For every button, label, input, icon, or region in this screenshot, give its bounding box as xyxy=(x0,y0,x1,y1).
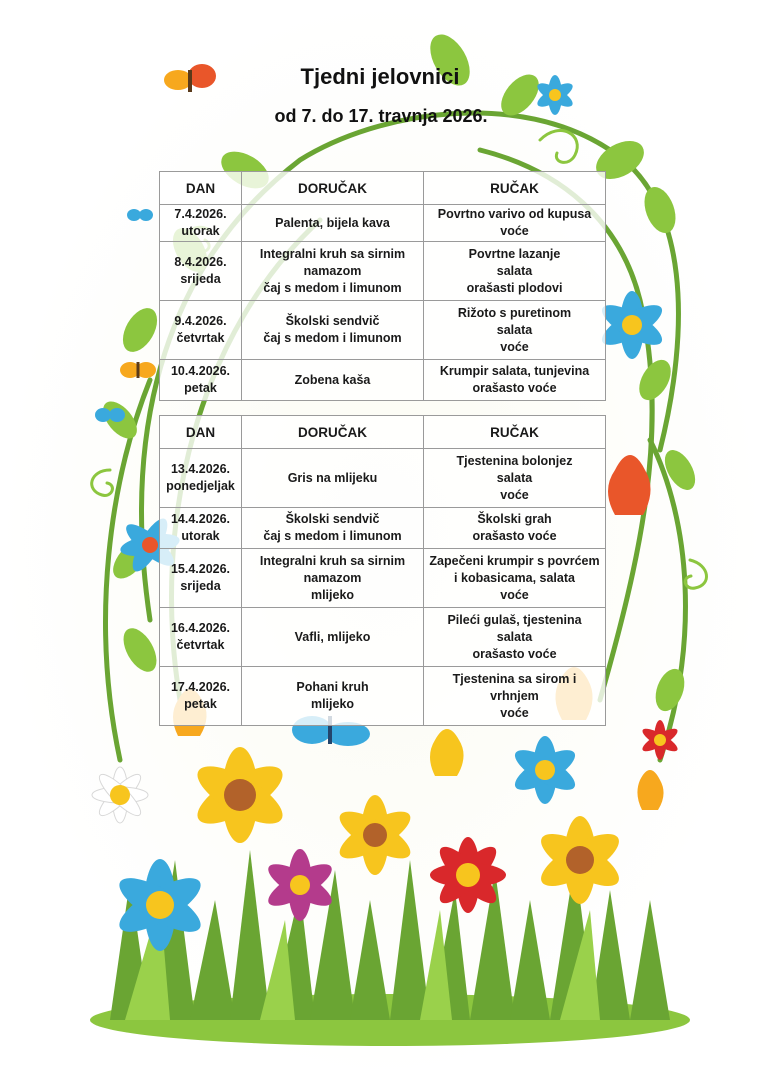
table-row xyxy=(160,508,606,549)
day-cell xyxy=(160,549,242,608)
breakfast-cell-line: namazom xyxy=(303,263,362,278)
header-lunch: RUČAK xyxy=(424,172,606,205)
day-cell xyxy=(160,360,242,401)
day-cell-line: srijeda xyxy=(180,579,221,593)
table-row xyxy=(160,608,606,667)
day-cell-line: 9.4.2026. xyxy=(174,314,227,328)
lunch-cell-line: Povrtno varivo od kupusa xyxy=(437,207,592,221)
day-cell-line: utorak xyxy=(181,529,220,543)
header-day: DAN xyxy=(160,172,242,205)
day-cell-line: petak xyxy=(184,381,217,395)
breakfast-cell xyxy=(242,205,424,242)
lunch-cell-line: Rižoto s puretinom xyxy=(457,305,572,320)
lunch-cell-line: voće xyxy=(500,587,529,602)
lunch-cell xyxy=(424,508,606,549)
table-row xyxy=(160,449,606,508)
day-cell xyxy=(160,608,242,667)
breakfast-cell-line: Školski sendvič xyxy=(285,314,380,328)
table-row xyxy=(160,667,606,726)
day-cell-line: 13.4.2026. xyxy=(170,462,231,476)
breakfast-cell-line: namazom xyxy=(303,570,362,585)
day-cell xyxy=(160,667,242,726)
breakfast-cell-line: čaj s medom i limunom xyxy=(263,331,402,345)
page-title: Tjedni jelovnici xyxy=(300,64,460,89)
table-row xyxy=(160,301,606,360)
day-cell-line: 10.4.2026. xyxy=(170,364,231,378)
day-cell-line: utorak xyxy=(181,224,220,238)
day-cell-line: 14.4.2026. xyxy=(170,512,231,526)
breakfast-cell-line: Pohani kruh xyxy=(296,680,369,694)
lunch-cell xyxy=(424,667,606,726)
lunch-cell-line: orašasto voće xyxy=(472,381,557,395)
breakfast-cell-line: Zobena kaša xyxy=(294,372,371,387)
lunch-cell-line: vrhnjem xyxy=(490,688,539,703)
lunch-cell xyxy=(424,608,606,667)
day-cell-line: 16.4.2026. xyxy=(170,621,231,635)
day-cell-line: 17.4.2026. xyxy=(170,680,231,694)
lunch-cell-line: Zapečeni krumpir s povrćem xyxy=(429,553,600,568)
table-row xyxy=(160,360,606,401)
day-cell xyxy=(160,301,242,360)
lunch-cell-line: salata xyxy=(496,470,533,485)
breakfast-cell-line: Vafli, mlijeko xyxy=(294,629,371,644)
breakfast-cell-line: Školski sendvič xyxy=(285,512,380,526)
breakfast-cell xyxy=(242,360,424,401)
day-cell-line: petak xyxy=(184,697,217,711)
day-cell xyxy=(160,205,242,242)
breakfast-cell xyxy=(242,608,424,667)
day-cell-line: 8.4.2026. xyxy=(174,255,227,269)
header-lunch: RUČAK xyxy=(424,416,606,449)
lunch-cell xyxy=(424,449,606,508)
breakfast-cell xyxy=(242,549,424,608)
day-cell-line: četvrtak xyxy=(176,638,225,652)
table-row xyxy=(160,242,606,301)
lunch-cell xyxy=(424,205,606,242)
breakfast-cell-line: mlijeko xyxy=(310,587,355,602)
header-day: DAN xyxy=(160,416,242,449)
menu-table-week1 xyxy=(159,171,606,401)
header-breakfast: DORUČAK xyxy=(242,172,424,205)
table-row xyxy=(160,549,606,608)
lunch-cell-line: Krumpir salata, tunjevina xyxy=(439,364,590,378)
lunch-cell-line: voće xyxy=(500,705,529,720)
breakfast-cell-line: mlijeko xyxy=(310,697,355,711)
day-cell xyxy=(160,449,242,508)
breakfast-cell xyxy=(242,449,424,508)
lunch-cell-line: voće xyxy=(500,224,529,238)
lunch-cell xyxy=(424,301,606,360)
lunch-cell xyxy=(424,549,606,608)
lunch-cell-line: salata xyxy=(496,322,533,337)
day-cell-line: srijeda xyxy=(180,272,221,286)
day-cell xyxy=(160,242,242,301)
breakfast-cell-line: Integralni kruh sa sirnim xyxy=(259,246,406,261)
breakfast-cell-line: čaj s medom i limunom xyxy=(263,280,402,295)
table-row xyxy=(160,205,606,242)
day-cell-line: ponedjeljak xyxy=(166,479,235,493)
lunch-cell-line: orašasto voće xyxy=(472,646,557,661)
day-cell-line: 15.4.2026. xyxy=(170,562,231,576)
lunch-cell-line: orašasti plodovi xyxy=(466,280,563,295)
breakfast-cell xyxy=(242,242,424,301)
menu-table-week2 xyxy=(159,415,606,726)
lunch-cell-line: voće xyxy=(500,487,529,502)
lunch-cell-line: salata xyxy=(496,263,533,278)
lunch-cell-line: Tjestenina bolonjez xyxy=(456,453,573,468)
table-header-row xyxy=(160,416,606,449)
lunch-cell-line: i kobasicama, salata xyxy=(454,570,575,585)
header-breakfast: DORUČAK xyxy=(242,416,424,449)
breakfast-cell-line: čaj s medom i limunom xyxy=(263,529,402,543)
breakfast-cell-line: Integralni kruh sa sirnim xyxy=(259,553,406,568)
lunch-cell-line: voće xyxy=(500,339,529,354)
lunch-cell-line: Pileći gulaš, tjestenina xyxy=(447,612,582,627)
table-header-row xyxy=(160,172,606,205)
lunch-cell-line: Tjestenina sa sirom i xyxy=(452,671,577,686)
breakfast-cell-line: Gris na mlijeku xyxy=(287,470,378,485)
lunch-cell xyxy=(424,360,606,401)
day-cell xyxy=(160,508,242,549)
lunch-cell-line: orašasto voće xyxy=(472,529,557,543)
page-subtitle: od 7. do 17. travnja 2026. xyxy=(274,106,488,126)
breakfast-cell xyxy=(242,301,424,360)
lunch-cell xyxy=(424,242,606,301)
breakfast-cell-line: Palenta, bijela kava xyxy=(275,215,390,230)
breakfast-cell xyxy=(242,667,424,726)
lunch-cell-line: salata xyxy=(496,629,533,644)
lunch-cell-line: Školski grah xyxy=(477,512,552,526)
lunch-cell-line: Povrtne lazanje xyxy=(468,246,561,261)
day-cell-line: 7.4.2026. xyxy=(174,207,227,221)
day-cell-line: četvrtak xyxy=(176,331,225,345)
breakfast-cell xyxy=(242,508,424,549)
